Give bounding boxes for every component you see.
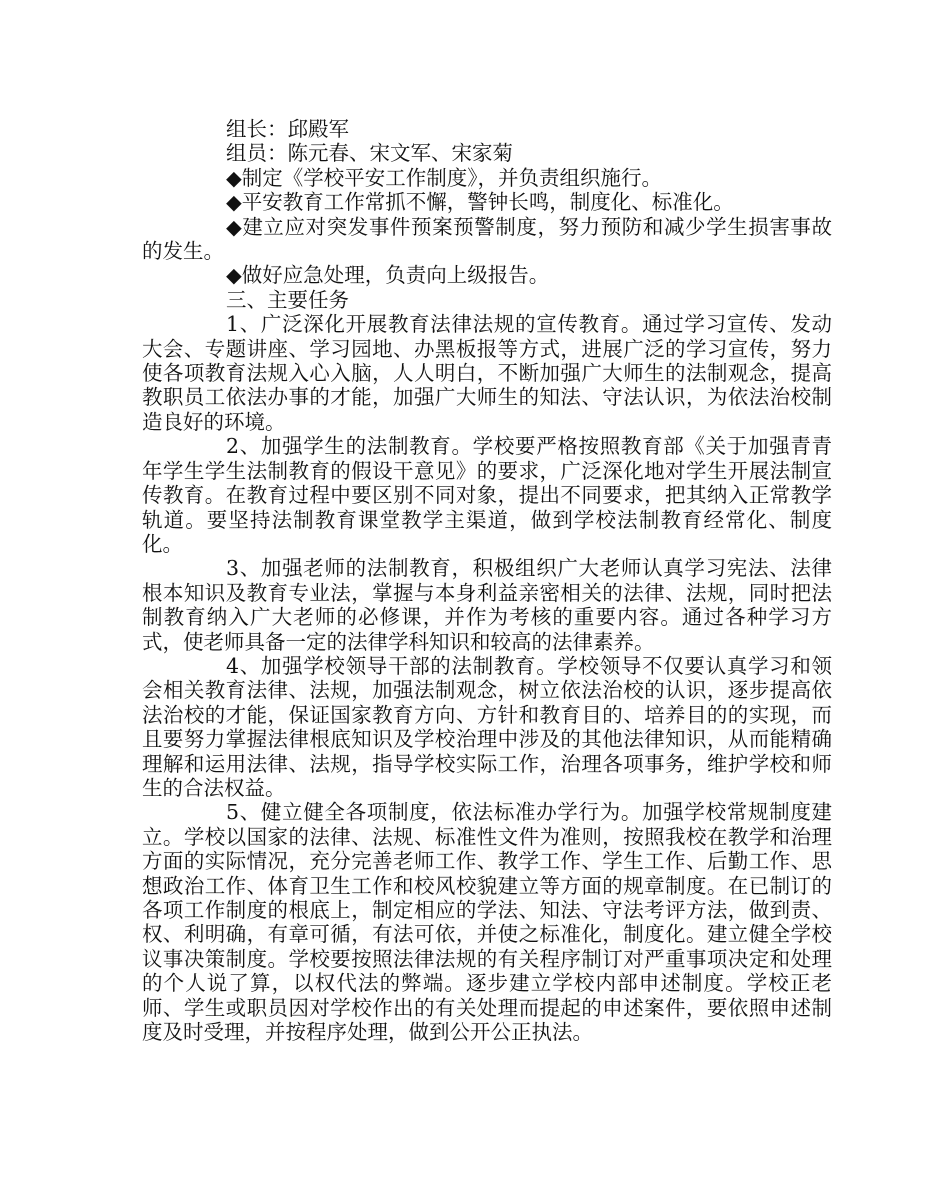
paragraph-task-3: 3、加强老师的法制教育，积极组织广大老师认真学习宪法、法律根本知识及教育专业法，掌握与本身利益亲密相关的法律、法规，同时把法制教育纳入广大老师的必修课，并作为考核的重要内容。通过各种学习方式，使老师具备一定的法律学科知识和较高的法律素养。 <box>142 556 832 654</box>
paragraph-task-1: 1、广泛深化开展教育法律法规的宣传教育。通过学习宣传、发动大会、专题讲座、学习园地、办黑板报等方式，进展广泛的学习宣传，努力使各项教育法规入心入脑，人人明白，不断加强广大师生的法制观念，提高教职员工依法办事的才能，加强广大师生的知法、守法认识，为依法治校制造良好的环境。 <box>142 312 832 434</box>
paragraph-task-5: 5、健立健全各项制度，依法标准办学行为。加强学校常规制度建立。学校以国家的法律、法规、标准性文件为准则，按照我校在教学和治理方面的实际情况，充分完善老师工作、教学工作、学生工作、后勤工作、思想政治工作、体育卫生工作和校风校貌建立等方面的规章制度。在已制订的各项工作制度的根底上，制定相应的学法、知法、守法考评方法，做到责、权、利明确，有章可循，有法可依，并使之标准化，制度化。建立健全学校议事决策制度。学校要按照法律法规的有关程序制订对严重事项决定和处理的个人说了算，以权代法的弊端。逐步建立学校内部申述制度。学校正老师、学生或职员因对学校作出的有关处理而提起的申述案件，要依照申述制度及时受理，并按程序处理，做到公开公正执法。 <box>142 800 832 1045</box>
paragraph-task-4: 4、加强学校领导干部的法制教育。学校领导不仅要认真学习和领会相关教育法律、法规，加强法制观念，树立依法治校的认识，逐步提高依法治校的才能，保证国家教育方向、方针和教育目的、培养目的的实现，而且要努力掌握法律根底知识及学校治理中涉及的其他法律知识，从而能精确理解和运用法律、法规，指导学校实际工作，治理各项事务，维护学校和师生的合法权益。 <box>142 653 832 800</box>
paragraph-bullet-3: ◆建立应对突发事件预案预警制度，努力预防和减少学生损害事故的发生。 <box>142 214 832 264</box>
paragraph-leader: 组长：邱殿军 <box>226 117 349 141</box>
paragraph-task-2: 2、加强学生的法制教育。学校要严格按照教育部《关于加强青青年学生学生法制教育的假设干意见》的要求，广泛深化地对学生开展法制宣传教育。在教育过程中要区别不同对象，提出不同要求，把其纳入正常教学轨道。要坚持法制教育课堂教学主渠道，做到学校法制教育经常化、制度化。 <box>142 434 832 556</box>
paragraph-bullet-2: ◆平安教育工作常抓不懈，警钟长鸣，制度化、标准化。 <box>226 190 734 215</box>
paragraph-members: 组员：陈元春、宋文军、宋家菊 <box>226 141 513 166</box>
paragraph-bullet-1: ◆制定《学校平安工作制度》，并负责组织施行。 <box>226 165 663 190</box>
document-body <box>142 117 832 1044</box>
paragraph-bullet-4: ◆做好应急处理，负责向上级报告。 <box>226 263 550 288</box>
section-heading: 三、主要任务 <box>226 287 349 312</box>
